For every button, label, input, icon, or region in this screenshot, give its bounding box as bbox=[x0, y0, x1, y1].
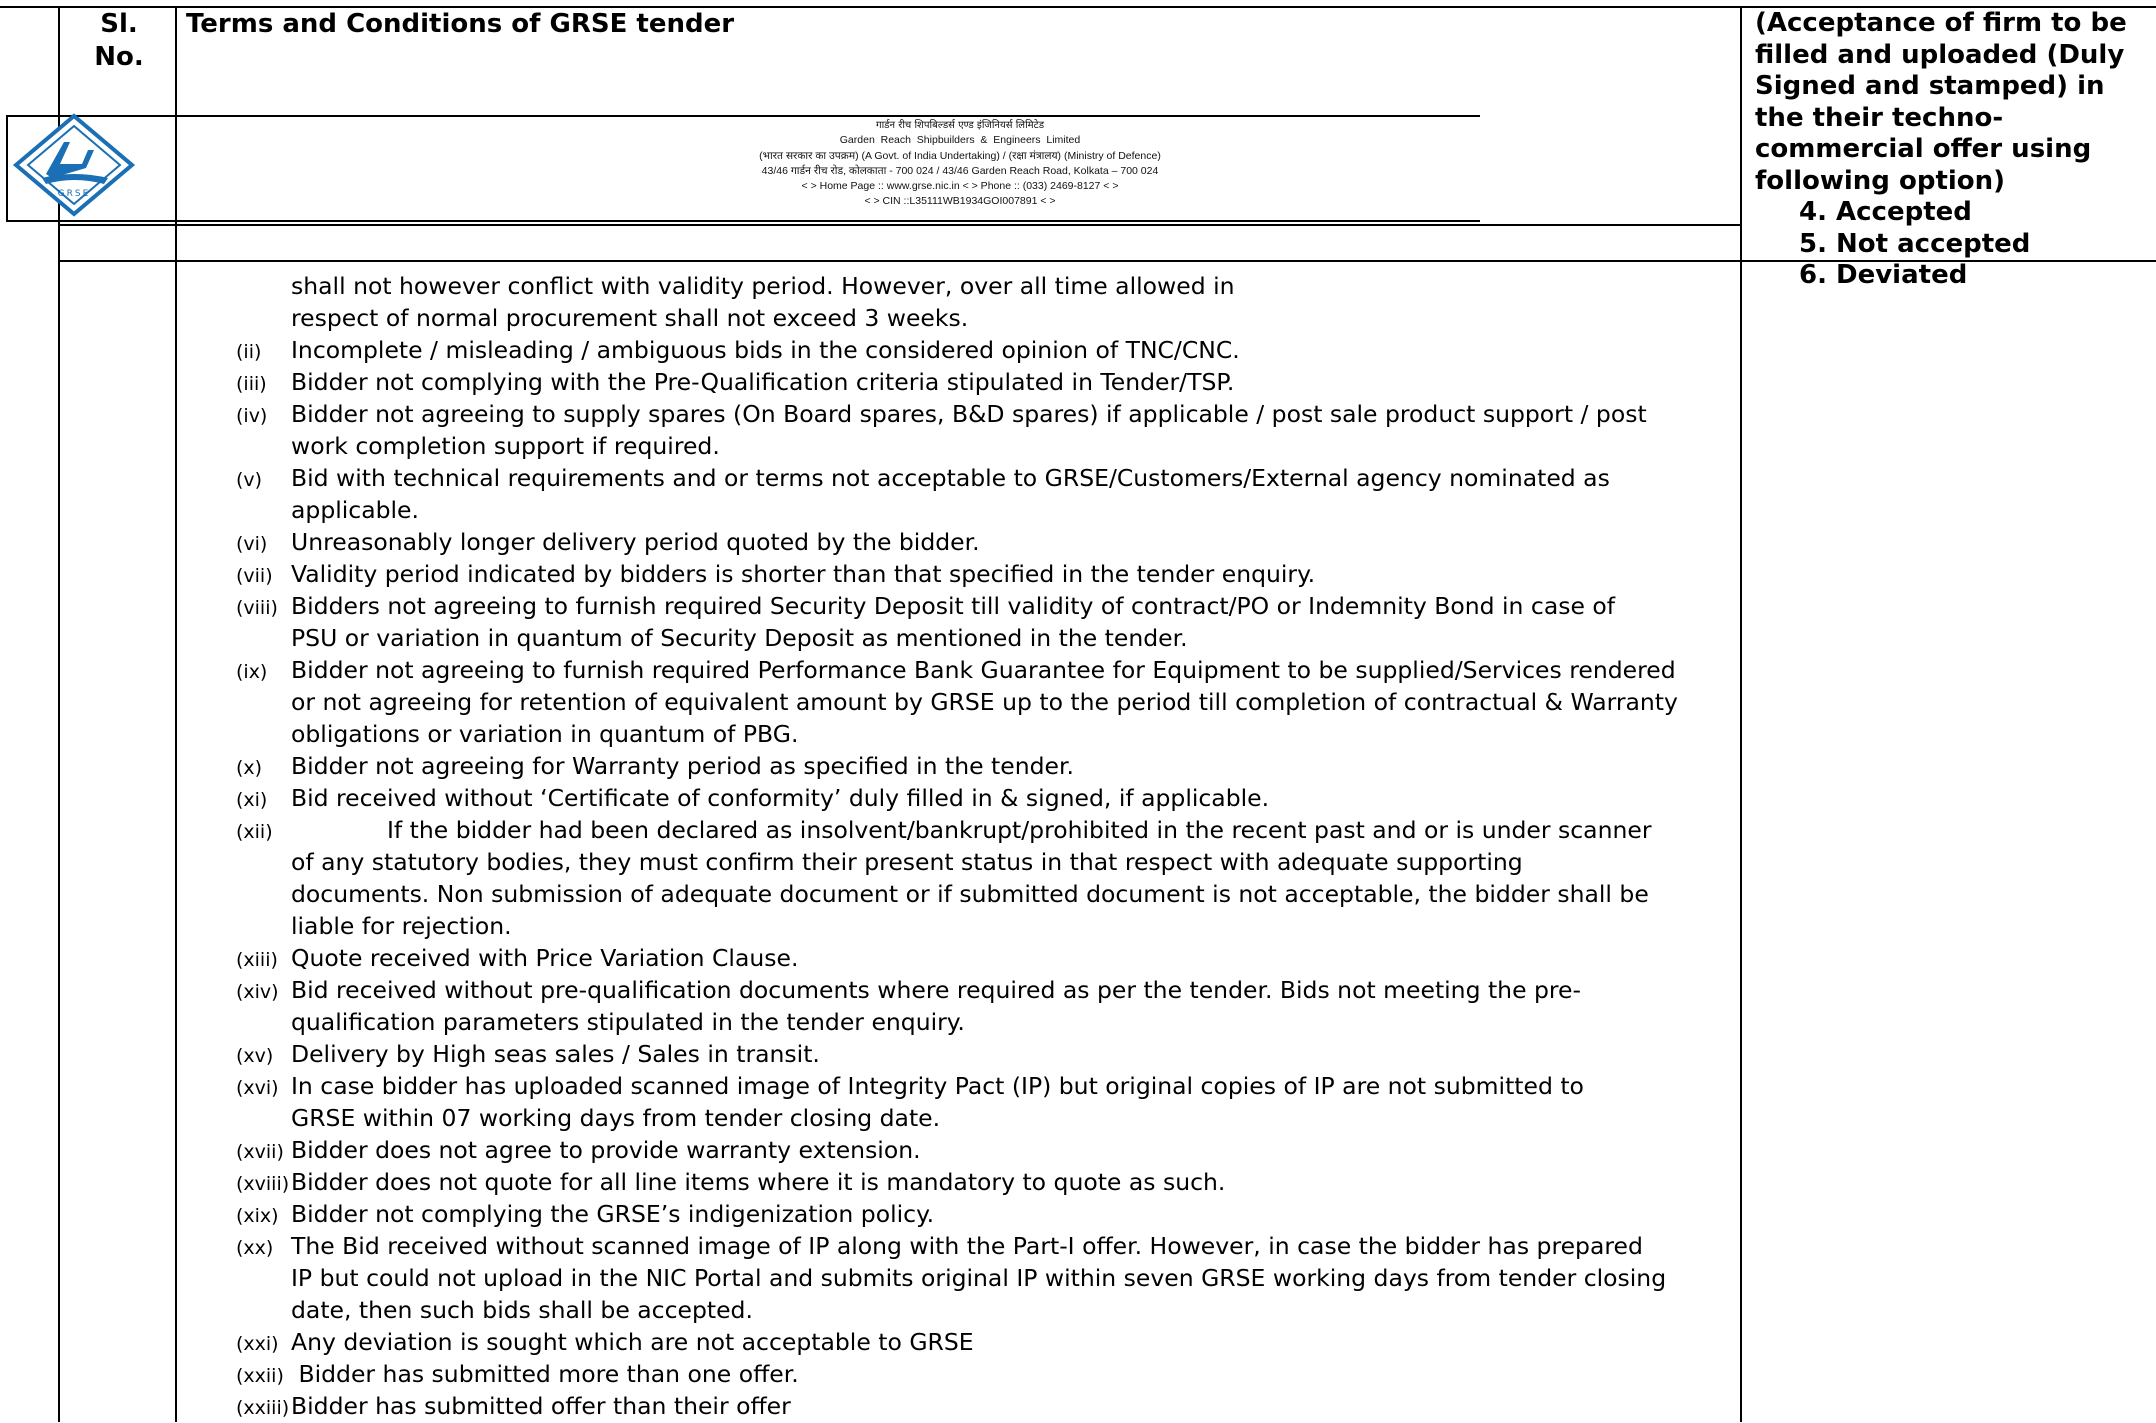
acceptance-column-header bbox=[1755, 8, 2155, 292]
list-item: (iv) Bidder not agreeing to supply spares (On Board spares, B&D spares) if applicable / post sale product support / post work completion support if required. bbox=[236, 400, 1647, 460]
sl-no-header: Sl. No. bbox=[94, 9, 144, 72]
company-status: (भारत सरकार का उपक्रम) (A Govt. of India Undertaking) / (रक्षा मंत्रालय) (Ministry of Defence) bbox=[759, 149, 1161, 162]
company-letterhead bbox=[560, 118, 1360, 210]
letterhead-rule-top bbox=[58, 115, 1480, 117]
terms-title: Terms and Conditions of GRSE tender bbox=[186, 9, 735, 39]
list-item: (ii) Incomplete / misleading / ambiguous bids in the considered opinion of TNC/CNC. bbox=[236, 336, 1240, 364]
col-divider-3 bbox=[1740, 6, 1742, 1422]
list-item: (x) Bidder not agreeing for Warranty period as specified in the tender. bbox=[236, 752, 1074, 780]
list-item: (vi) Unreasonably longer delivery period quoted by the bidder. bbox=[236, 528, 980, 556]
grse-logo bbox=[12, 112, 136, 218]
list-item: (xxi) Any deviation is sought which are not acceptable to GRSE bbox=[236, 1328, 974, 1356]
logo-box-bottom bbox=[6, 220, 59, 222]
logo-text: GRSE bbox=[57, 189, 91, 199]
option-deviated: 6. Deviated bbox=[1799, 260, 1968, 290]
terms-content bbox=[0, 270, 1740, 1422]
list-item: (viii) Bidders not agreeing to furnish required Security Deposit till validity of contract/PO or Indemnity Bond in case of PSU or variation in quantum of Security Deposit as mentioned in the tender. bbox=[236, 592, 1616, 652]
list-item: (xi) Bid received without ‘Certificate of conformity’ duly filled in & signed, if applicable. bbox=[236, 784, 1270, 812]
list-item: (xii) If the bidder had been declared as insolvent/bankrupt/prohibited in the recent past and or is under scanner of any statutory bodies, they must confirm their present status in that respect with adequate supporting documents. Non submission of adequate document or if submitted document is not acceptable, the bidder shall be liable for rejection. bbox=[236, 816, 1652, 940]
list-item: (xx) The Bid received without scanned image of IP along with the Part-I offer. However, in case the bidder has prepared IP but could not upload in the NIC Portal and submits original IP within seven GRSE working days from tender closing date, then such bids shall be accepted. bbox=[236, 1232, 1667, 1324]
company-name: Garden Reach Shipbuilders & Engineers Limited bbox=[839, 134, 1081, 147]
list-item: (xvii) Bidder does not agree to provide warranty extension. bbox=[236, 1136, 921, 1164]
company-cin: < > CIN ::L35111WB1934GOI007891 < > bbox=[864, 195, 1056, 208]
list-item: (xv) Delivery by High seas sales / Sales in transit. bbox=[236, 1040, 820, 1068]
list-item: (xviii) Bidder does not quote for all line items where it is mandatory to quote as such. bbox=[236, 1168, 1226, 1196]
option-not-accepted: 5. Not accepted bbox=[1799, 228, 2031, 259]
list-item: (ix) Bidder not agreeing to furnish required Performance Bank Guarantee for Equipment to be supplied/Services rendered or not agreeing for retention of equivalent amount by GRSE up to the period till completion of contractual & Warranty obligations or variation in quantum of PBG. bbox=[236, 656, 1678, 748]
list-item: (xiii) Quote received with Price Variation Clause. bbox=[236, 944, 799, 972]
company-contact: < > Home Page :: www.grse.nic.in < > Phone :: (033) 2469-8127 < > bbox=[801, 180, 1119, 193]
acceptance-heading: (Acceptance of firm to be filled and uploaded (Duly Signed and stamped) in the their techno-commercial offer using following option) bbox=[1755, 8, 2127, 196]
letterhead-rule-bottom bbox=[58, 220, 1480, 222]
list-item: (xxiii) Bidder has submitted offer than their offer bbox=[236, 1392, 791, 1420]
company-address: 43/46 गार्डन रीच रोड, कोलकाता - 700 024 / 43/46 Garden Reach Road, Kolkata – 700 024 bbox=[761, 164, 1159, 177]
company-hindi-name: गार्डन रीच शिपबिल्डर्स एण्ड इंजिनियर्स लिमिटेड bbox=[875, 120, 1045, 131]
list-item: (iii) Bidder not complying with the Pre-Qualification criteria stipulated in Tender/TSP. bbox=[236, 368, 1235, 396]
list-item: (v) Bid with technical requirements and or terms not acceptable to GRSE/Customers/External agency nominated as applicable. bbox=[236, 464, 1610, 524]
continuation-text: shall not however conflict with validity period. However, over all time allowed in respect of normal procurement shall not exceed 3 weeks. bbox=[291, 272, 1235, 332]
list-item: (xvi) In case bidder has uploaded scanned image of Integrity Pact (IP) but original copies of IP are not submitted to GRSE within 07 working days from tender closing date. bbox=[236, 1072, 1584, 1132]
list-item: (vii) Validity period indicated by bidders is shorter than that specified in the tender enquiry. bbox=[236, 560, 1316, 588]
list-item: (xxii) Bidder has submitted more than one offer. bbox=[236, 1360, 799, 1388]
row-divider-header bbox=[58, 224, 1741, 226]
list-item: (xix) Bidder not complying the GRSE’s indigenization policy. bbox=[236, 1200, 935, 1228]
list-item: (xiv) Bid received without pre-qualification documents where required as per the tender. Bids not meeting the pre-qualification parameters stipulated in the tender enquiry. bbox=[236, 976, 1581, 1036]
option-accepted: 4. Accepted bbox=[1799, 197, 1972, 227]
logo-box-left bbox=[6, 115, 8, 222]
